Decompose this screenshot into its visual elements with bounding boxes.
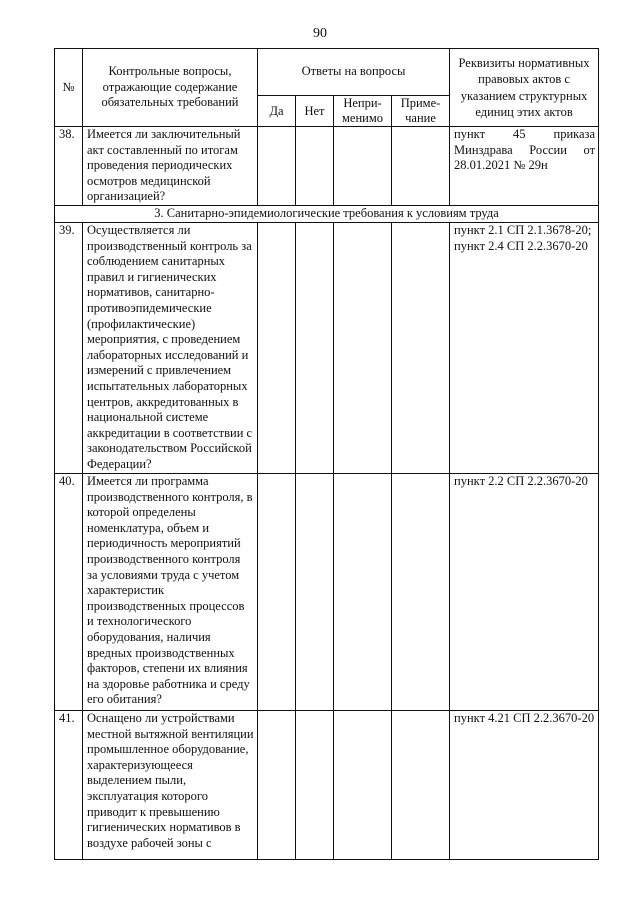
row-question: Оснащено ли устройствами местной вытяжной вентиляции промышленное оборудование, характеризующееся выделением пыли, эксплуатация которого приводит к превышению гигиенических нормативов в воздухе рабочей зоны с: [83, 711, 258, 860]
reference-line: пункт 4.21 СП 2.2.3670-20: [454, 711, 595, 725]
table-row: [55, 474, 599, 711]
answer-no-cell[interactable]: [296, 223, 334, 474]
answer-yes-cell[interactable]: [258, 223, 296, 474]
section-title: 3. Санитарно-эпидемиологические требования к условиям труда: [55, 206, 599, 223]
row-question: Осуществляется ли производственный контроль за соблюдением санитарных правил и гигиенических нормативов, санитарно-противоэпидемические (профилактические) мероприятия, с проведением лабораторных исследований и измерений с привлечением испытательных лабораторных центров, аккредитованных в национальной системе аккредитации в соответствии с законодательством Российской Федерации?: [83, 223, 258, 474]
answer-na-cell[interactable]: [334, 474, 392, 711]
row-number: 40.: [55, 474, 83, 711]
answer-no-cell[interactable]: [296, 474, 334, 711]
answer-yes-cell[interactable]: [258, 711, 296, 860]
answer-note-cell[interactable]: [392, 223, 450, 474]
answer-na-cell[interactable]: [334, 223, 392, 474]
answer-note-cell[interactable]: [392, 711, 450, 860]
header-answer-note: Приме-чание: [392, 96, 450, 127]
row-reference: [450, 223, 599, 474]
row-reference: [450, 127, 599, 206]
table-row: [55, 127, 599, 206]
answer-note-cell[interactable]: [392, 127, 450, 206]
table-row: [55, 223, 599, 474]
answer-note-cell[interactable]: [392, 474, 450, 711]
row-reference: [450, 474, 599, 711]
answer-yes-cell[interactable]: [258, 127, 296, 206]
header-answer-no: Нет: [296, 96, 334, 127]
row-number: 38.: [55, 127, 83, 206]
answer-no-cell[interactable]: [296, 711, 334, 860]
row-question: Имеется ли программа производственного контроля, в которой определены номенклатура, объем и периодичность мероприятий производственного контроля за условиями труда с учетом характеристик производственных процессов и технологического оборудования, наличия вредных производственных факторов, степени их влияния на здоровье работника и среду его обитания?: [83, 474, 258, 711]
table-row: [55, 711, 599, 860]
answer-na-cell[interactable]: [334, 711, 392, 860]
header-row: [55, 49, 599, 96]
answer-yes-cell[interactable]: [258, 474, 296, 711]
header-requisites: Реквизиты нормативных правовых актов с указанием структурных единиц этих актов: [450, 49, 599, 127]
page-number: 90: [313, 26, 327, 41]
header-number: №: [55, 49, 83, 127]
section-row: [55, 206, 599, 223]
row-reference: [450, 711, 599, 860]
checklist-table: [54, 48, 599, 860]
row-question: Имеется ли заключительный акт составленный по итогам проведения периодических осмотров медицинской организацией?: [83, 127, 258, 206]
reference-line: пункт 45 приказа Минздрава России от 28.01.2021 № 29н: [454, 127, 596, 173]
answer-no-cell[interactable]: [296, 127, 334, 206]
reference-line: пункт 2.4 СП 2.2.3670-20: [454, 238, 588, 253]
reference-line: пункт 2.2 СП 2.2.3670-20: [454, 474, 588, 488]
reference-line: пункт 2.1 СП 2.1.3678-20;: [454, 223, 592, 237]
header-answer-na: Непри-менимо: [334, 96, 392, 127]
header-answers: Ответы на вопросы: [258, 49, 450, 96]
row-number: 39.: [55, 223, 83, 474]
row-number: 41.: [55, 711, 83, 860]
answer-na-cell[interactable]: [334, 127, 392, 206]
header-answer-yes: Да: [258, 96, 296, 127]
header-question: Контрольные вопросы, отражающие содержание обязательных требований: [83, 49, 258, 127]
